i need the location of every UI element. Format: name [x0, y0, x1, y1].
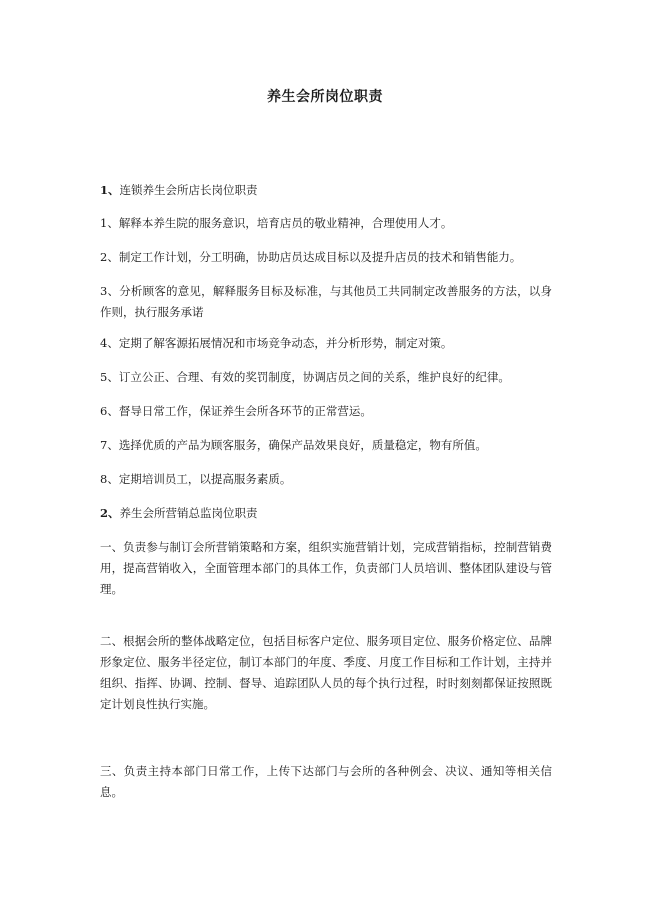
section-1-item: 8、定期培训员工，以提高服务素质。 — [100, 472, 292, 486]
section-2-item: 二、根据会所的整体战略定位，包括目标客户定位、服务项目定位、服务价格定位、品牌形象定位、服务半径定位，制订本部门的年度、季度、月度工作目标和工作计划，主持并组织、指挥、协调、控制、督导、追踪团队人员的每个执行过程，时时刻刻都保证按照既定计划良性执行实施。 — [100, 634, 552, 711]
section-1-number: 1、 — [100, 183, 120, 197]
section-2-heading-text: 养生会所营销总监岗位职责 — [119, 506, 258, 520]
document-title: 养生会所岗位职责 — [267, 89, 383, 105]
section-1-item: 1、解释本养生院的服务意识，培育店员的敬业精神，合理使用人才。 — [100, 216, 453, 230]
section-1-item: 4、定期了解客源拓展情况和市场竞争动态，并分析形势，制定对策。 — [100, 336, 453, 350]
section-1-heading-text: 连锁养生会所店长岗位职责 — [119, 183, 258, 197]
section-1-item: 2、制定工作计划，分工明确，协助店员达成目标以及提升店员的技术和销售能力。 — [100, 250, 522, 264]
section-1-item: 6、督导日常工作，保证养生会所各环节的正常营运。 — [100, 404, 372, 418]
section-1-item: 7、选择优质的产品为顾客服务，确保产品效果良好，质量稳定，物有所值。 — [100, 438, 487, 452]
section-2-item: 一、负责参与制订会所营销策略和方案，组织实施营销计划，完成营销指标，控制营销费用，提高营销收入，全面管理本部门的具体工作，负责部门人员培训、整体团队建设与管理。 — [100, 540, 552, 596]
section-1-heading — [100, 180, 552, 201]
section-2-number: 2、 — [100, 506, 120, 520]
section-2-heading — [100, 503, 552, 524]
section-1-item: 3、分析顾客的意见，解释服务目标及标准，与其他员工共同制定改善服务的方法，以身作则，执行服务承诺 — [100, 284, 552, 319]
section-2-item: 三、负责主持本部门日常工作，上传下达部门与会所的各种例会、决议、通知等相关信息。 — [100, 764, 552, 799]
section-1-item: 5、订立公正、合理、有效的奖罚制度，协调店员之间的关系，维护良好的纪律。 — [100, 370, 510, 384]
